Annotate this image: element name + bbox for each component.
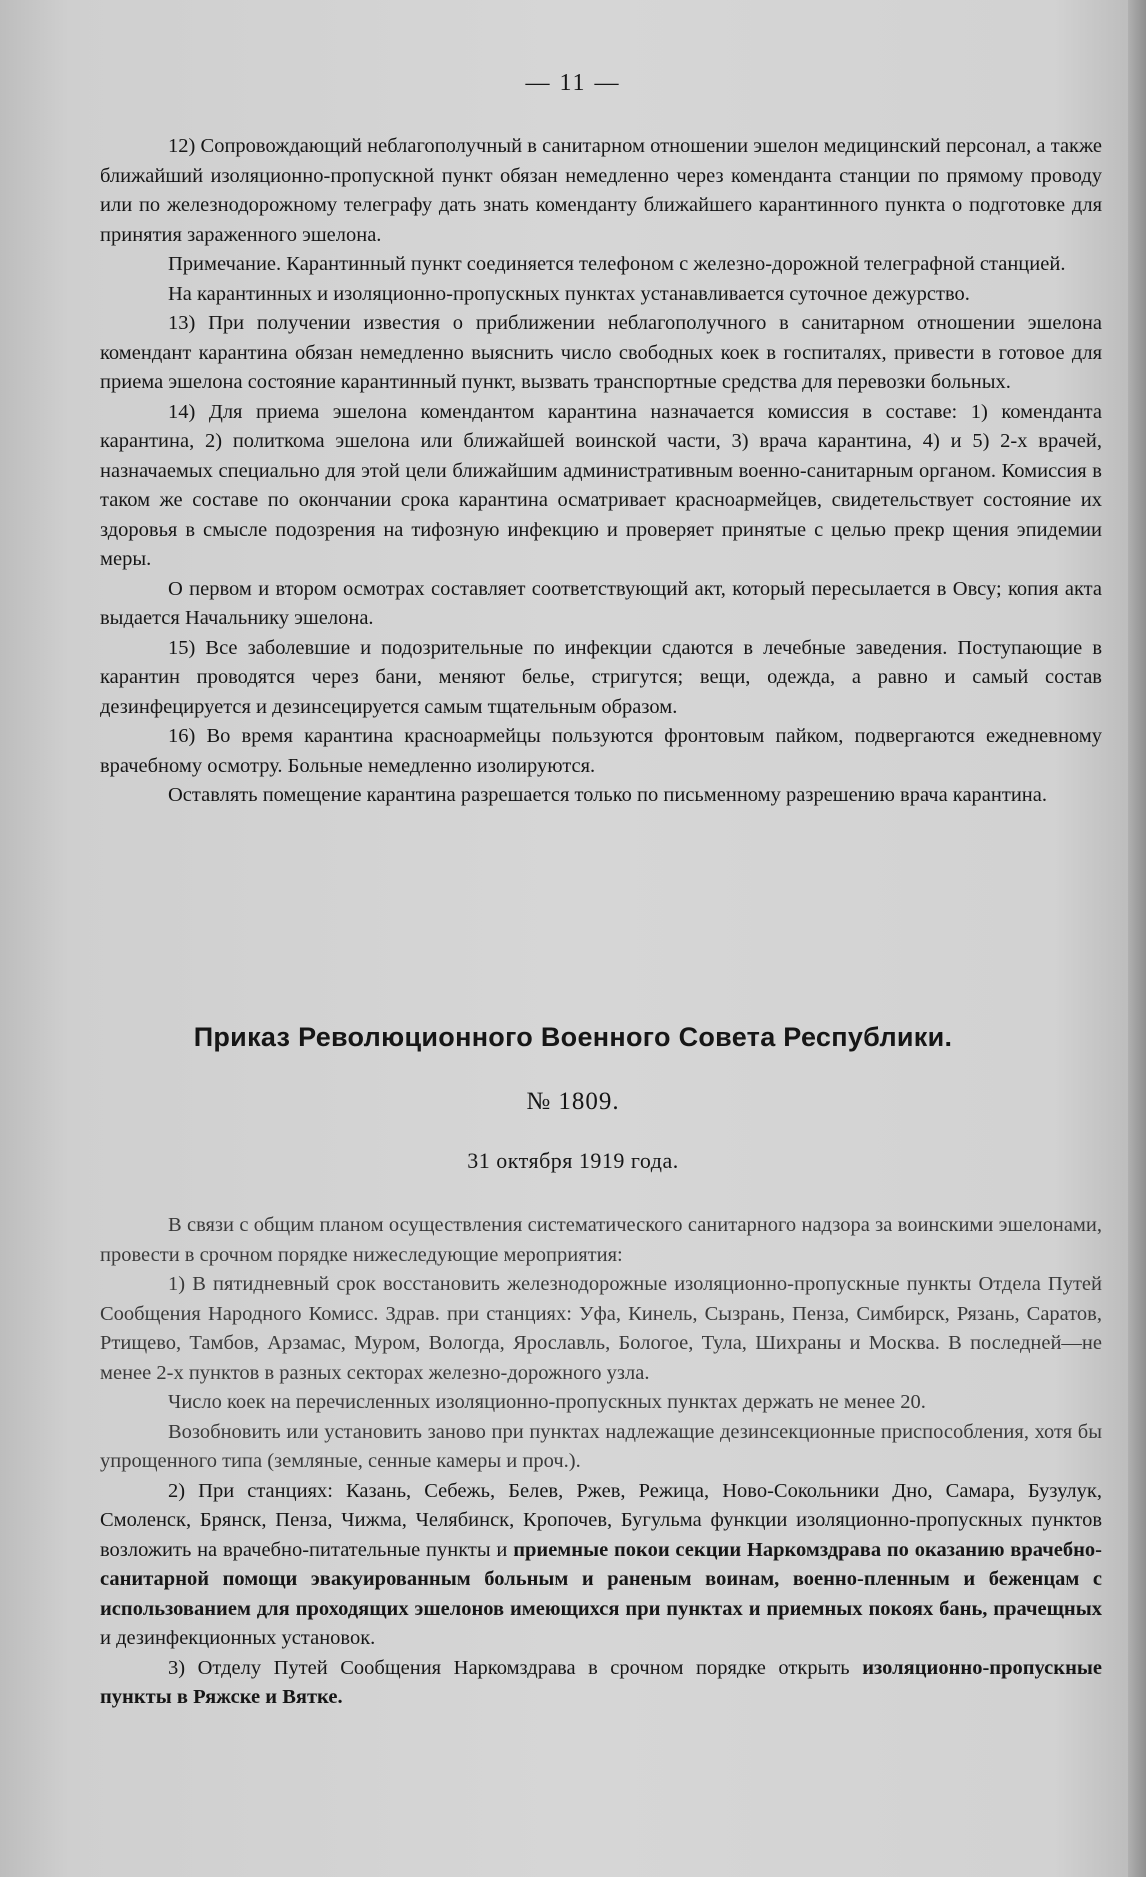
paragraph-15: 15) Все заболевшие и подозрительные по инфекции сдаются в лечебные заведения. Поступающие в карантин проводятся через бани, меняют белье, стригутся; вещи, одежда, а равно и самый состав дезинфецируется и дезинсецируется самым тщательным образом. — [100, 636, 1102, 718]
note-paragraph — [100, 250, 1102, 280]
duty-paragraph: На карантинных и изоляционно-пропускных пунктах устанавливается суточное дежурство. — [168, 282, 970, 305]
order-number: № 1809. — [526, 1088, 620, 1115]
order-item-2-end: и дезинфекционных установок. — [100, 1627, 376, 1649]
order-restore: Возобновить или установить заново при пунктах надлежащие дезинсекционные приспособления, хотя бы упрощенного типа (земляные, сенные камеры и проч.). — [100, 1420, 1102, 1472]
page-number: — 11 — — [525, 70, 621, 96]
order-title: Приказ Революционного Военного Совета Республики. — [193, 1022, 953, 1052]
order-item-1: 1) В пятидневный срок восстановить железнодорожные изоляционно-пропускные пункты Отдела Путей Сообщения Народного Комисс. Здрав. при станциях: Уфа, Кинель, Сызрань, Пенза, Симбирск, Рязань, Саратов, Ртищево, Тамбов, Арзамас, Муром, Вологда, Ярославль, Бологое, Тула, Шихраны и Москва. В последней—не менее 2-х пунктов в разных секторах железно-дорожного узла. — [100, 1273, 1102, 1384]
paragraph-16-leave: Оставлять помещение карантина разрешается только по письменному разрешению врача карантина. — [168, 784, 1047, 806]
order-item-3-bold: изоляционно-пропускные пункты в Ряжске и Вятке. — [100, 1656, 1102, 1708]
order-intro: В связи с общим планом осуществления систематического санитарного надзора за воинскими эшелонами, провести в срочном порядке нижеследующие мероприятия: — [100, 1214, 1102, 1266]
paragraph-13: 13) При получении известия о приближении неблагополучного в санитарном отношении эшелона комендант карантина обязан немедленно выяснить число свободных коек в госпиталях, привести в готовое для приема эшелона состояние карантинный пункт, вызвать транспортные средства для перевозки больных. — [100, 312, 1102, 393]
order-item-3-start: 3) Отделу Путей Сообщения Наркомздрава в срочном порядке открыть — [168, 1656, 863, 1679]
order-item-3 — [100, 1654, 1102, 1713]
order-item-2 — [100, 1477, 1102, 1654]
order-beds: Число коек на перечисленных изоляционно-пропускных пунктах держать не менее 20. — [168, 1391, 926, 1413]
paragraph-14-act: О первом и втором осмотрах составляет соответствующий акт, который пересылается в Овсу; копия акта выдается Начальнику эшелона. — [100, 577, 1102, 629]
order-item-2-bold: приемные покои секции Наркомздрава по оказанию врачебно-санитарной помощи эвакуированным больным и раненым воинам, военно-пленным и беженцам с использованием для проходящих эшелонов имеющихся при пунктах и приемных покоях бань, прачещных — [100, 1538, 1102, 1620]
paragraph-16: 16) Во время карантина красноармейцы пользуются фронтовым пайком, подвергаются ежедневному врачебному осмотру. Больные немедленно изолируются. — [100, 725, 1102, 777]
paragraph-14: 14) Для приема эшелона комендантом карантина назначается комиссия в составе: 1) коменданта карантина, 2) политкома эшелона или ближайшей воинской части, 3) врача карантина, 4) и 5) 2-х врачей, назначаемых специально для этой цели ближайшим административным военно-санитарным органом. Комиссия в таком же составе по окончании срока карантина осматривает красноармейцев, свидетельствует состояние их здоровья в смысле подозрения на тифозную инфекцию и проверяет принятые с целью прекр щения эпидемии меры. — [100, 400, 1102, 570]
order-item-2-start: 2) При станциях: Казань, Себежь, Белев, Ржев, Режица, Ново-Сокольники Дно, Самара, Бузулук, Смоленск, Брянск, Пенза, Чижма, Челябинск, Кропочев, Бугульма функции изоляционно-пропускных пунктов возложить на врачебно-питательные пункты и — [100, 1479, 1102, 1561]
paragraph-12: 12) Сопровождающий неблагополучный в санитарном отношении эшелон медицинский персонал, а также ближайший изоляционно-пропускной пункт обязан немедленно через коменданта станции по прямому проводу или по железнодорожному телеграфу дать знать коменданту ближайшего карантинного пункта о подготовке для принятия зараженного эшелона. — [100, 135, 1102, 246]
order-body-section — [100, 1211, 1102, 1713]
page-edge-shadow — [1128, 0, 1146, 1877]
order-date: 31 октября 1919 года. — [467, 1148, 679, 1173]
quarantine-rules-section — [100, 132, 1102, 811]
note-text: Примечание. Карантинный пункт соединяется телефоном с железно-дорожной телеграфной станцией. — [168, 253, 1066, 275]
